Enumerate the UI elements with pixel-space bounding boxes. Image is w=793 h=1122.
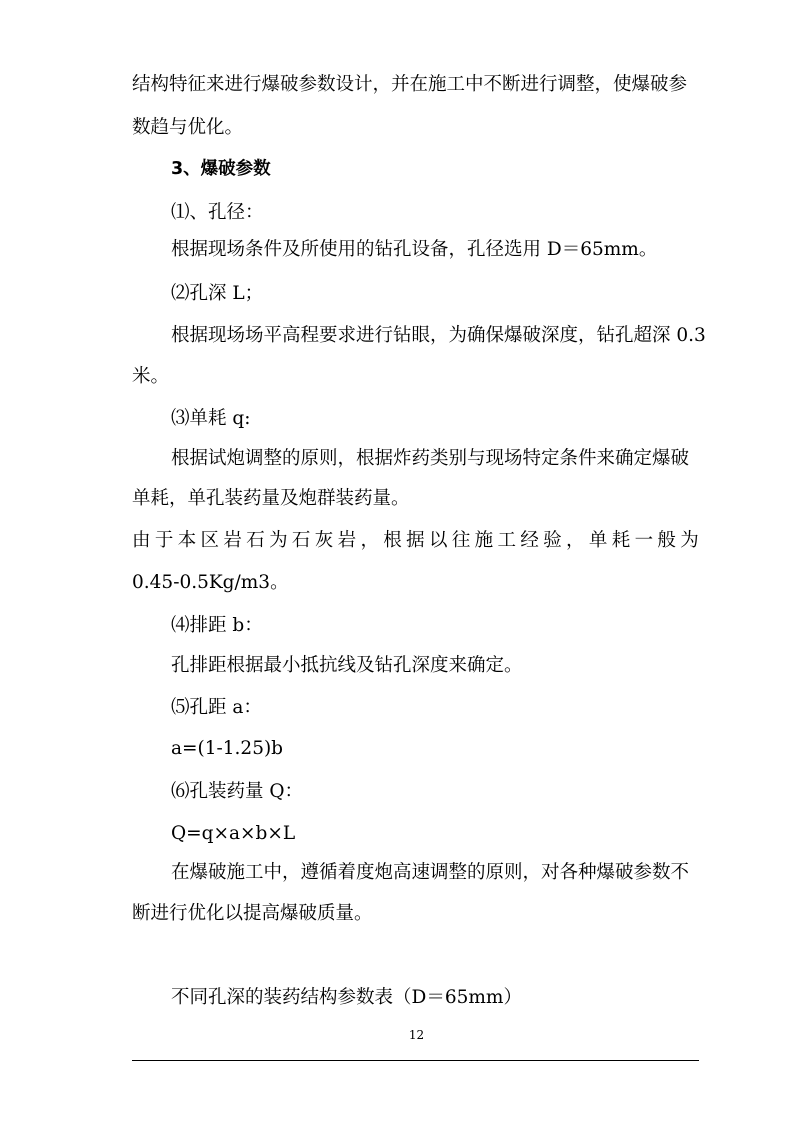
parameter-heading-row-spacing: ⑷排距 b： <box>171 615 263 636</box>
justified-char: ， <box>566 530 585 551</box>
justified-char: 区 <box>200 530 220 551</box>
justified-char: 往 <box>451 530 471 551</box>
justified-char: 由 <box>132 530 151 551</box>
parameter-heading-diameter: ⑴、孔径： <box>171 202 264 223</box>
justified-char: ， <box>360 530 379 551</box>
justified-char: 验 <box>543 530 562 551</box>
parameter-heading-hole-spacing: ⑸孔距 a： <box>171 697 262 718</box>
justified-char: 岩 <box>337 530 357 551</box>
justified-char: 灰 <box>314 530 334 551</box>
justified-char: 耗 <box>611 530 631 551</box>
justified-char: 本 <box>177 530 197 551</box>
justified-char: 岩 <box>223 530 242 551</box>
paragraph-line: 根据现场条件及所使用的钻孔设备，孔径选用 D＝65mm。 <box>171 239 658 260</box>
section-heading: 3、爆破参数 <box>171 159 271 179</box>
parameter-heading-unit-consumption: ⑶单耗 q: <box>171 408 251 429</box>
paragraph-line: 根据现场场平高程要求进行钻眼，为确保爆破深度，钻孔超深 0.3 <box>171 325 706 346</box>
justified-char: 施 <box>474 530 494 551</box>
justified-char: 石 <box>246 530 265 551</box>
justified-paragraph-line <box>132 529 699 553</box>
formula-line: a=(1-1.25)b <box>171 738 284 759</box>
justified-char: 根 <box>383 530 402 551</box>
justified-char: 经 <box>520 530 539 551</box>
paragraph-line: 在爆破施工中，遵循着度炮高速调整的原则，对各种爆破参数不 <box>171 862 690 883</box>
justified-char: 以 <box>428 530 448 551</box>
justified-char: 于 <box>154 530 174 551</box>
paragraph-line: 根据试炮调整的原则，根据炸药类别与现场特定条件来确定爆破 <box>171 448 690 469</box>
parameter-heading-depth: ⑵孔深 L； <box>171 283 264 304</box>
justified-char: 为 <box>680 530 699 551</box>
justified-char: 工 <box>497 530 517 551</box>
paragraph-line: 结构特征来进行爆破参数设计，并在施工中不断进行调整，使爆破参 <box>132 74 688 95</box>
paragraph-line: 0.45-0.5Kg/m3。 <box>132 572 289 593</box>
justified-char: 一 <box>634 530 654 551</box>
footer-rule <box>132 1060 699 1061</box>
parameter-heading-charge: ⑹孔装药量 Q： <box>171 781 304 802</box>
justified-char: 石 <box>291 530 311 551</box>
paragraph-line: 单耗，单孔装药量及炮群装药量。 <box>132 488 410 509</box>
table-caption: 不同孔深的装药结构参数表（D＝65mm） <box>171 987 522 1008</box>
justified-char: 般 <box>657 530 676 551</box>
paragraph-line: 米。 <box>132 366 170 387</box>
paragraph-line: 数趋与优化。 <box>132 117 244 138</box>
justified-char: 为 <box>269 530 288 551</box>
justified-char: 单 <box>588 530 608 551</box>
page-number: 12 <box>408 1028 425 1042</box>
paragraph-line: 断进行优化以提高爆破质量。 <box>132 903 373 924</box>
paragraph-line: 孔排距根据最小抵抗线及钻孔深度来确定。 <box>171 655 523 676</box>
justified-char: 据 <box>406 530 425 551</box>
formula-line: Q=q×a×b×L <box>171 823 296 844</box>
